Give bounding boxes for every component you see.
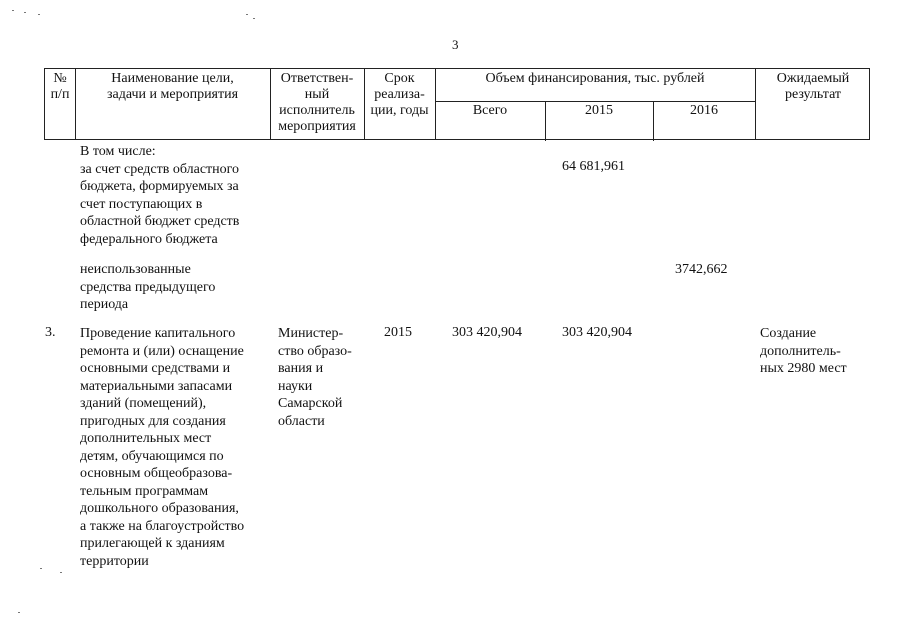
header-result: Ожидаемый результат: [776, 71, 850, 102]
scan-speck: [253, 18, 255, 19]
scan-speck: [60, 572, 62, 573]
item3-number: 3.: [45, 325, 56, 340]
scan-speck: [18, 612, 20, 613]
scan-speck: [40, 568, 42, 569]
item3-total: 303 420,904: [452, 325, 522, 340]
unused-funds-2016-value: 3742,662: [675, 262, 728, 277]
header-funding: Объем финансирования, тыс. рублей: [485, 71, 705, 86]
header-term: Срок реализа- ции, годы: [370, 71, 429, 118]
including-label: В том числе: за счет средств областного бюджета, формируемых за счет поступающих в областной бюджет средств федерального бюджета: [80, 144, 240, 247]
item3-responsible: Министер- ство образо- вания и науки Самарской области: [278, 326, 352, 429]
item3-term: 2015: [384, 325, 412, 340]
page-number: 3: [452, 37, 459, 52]
item3-result: Создание дополнитель- ных 2980 мест: [760, 326, 847, 376]
header-total: Всего: [472, 103, 508, 118]
unused-funds-label: неиспользованные средства предыдущего периода: [80, 262, 216, 312]
header-name: Наименование цели, задачи и мероприятия: [106, 71, 239, 102]
scan-speck: [12, 10, 14, 11]
header-2015: 2015: [585, 103, 613, 118]
funding-divider: [435, 101, 755, 102]
item3-2015-value: 303 420,904: [562, 325, 632, 340]
scan-speck: [38, 14, 40, 15]
header-responsible: Ответствен- ный исполнитель мероприятия: [278, 71, 356, 134]
scan-speck: [24, 12, 26, 13]
item3-name: Проведение капитального ремонта и (или) оснащение основными средствами и материальными запасами зданий (помещений), пригодных для создания дополнительных мест детям, обучающимся по основным общеобразова- тельным программам дошкольного образования, а также на благоустройство прилегающей к зданиям территории: [80, 326, 245, 569]
scan-speck: [246, 14, 248, 15]
table-header: [44, 68, 870, 140]
header-num: № п/п: [50, 71, 70, 102]
including-2015-value: 64 681,961: [562, 159, 625, 174]
header-2016: 2016: [690, 103, 718, 118]
